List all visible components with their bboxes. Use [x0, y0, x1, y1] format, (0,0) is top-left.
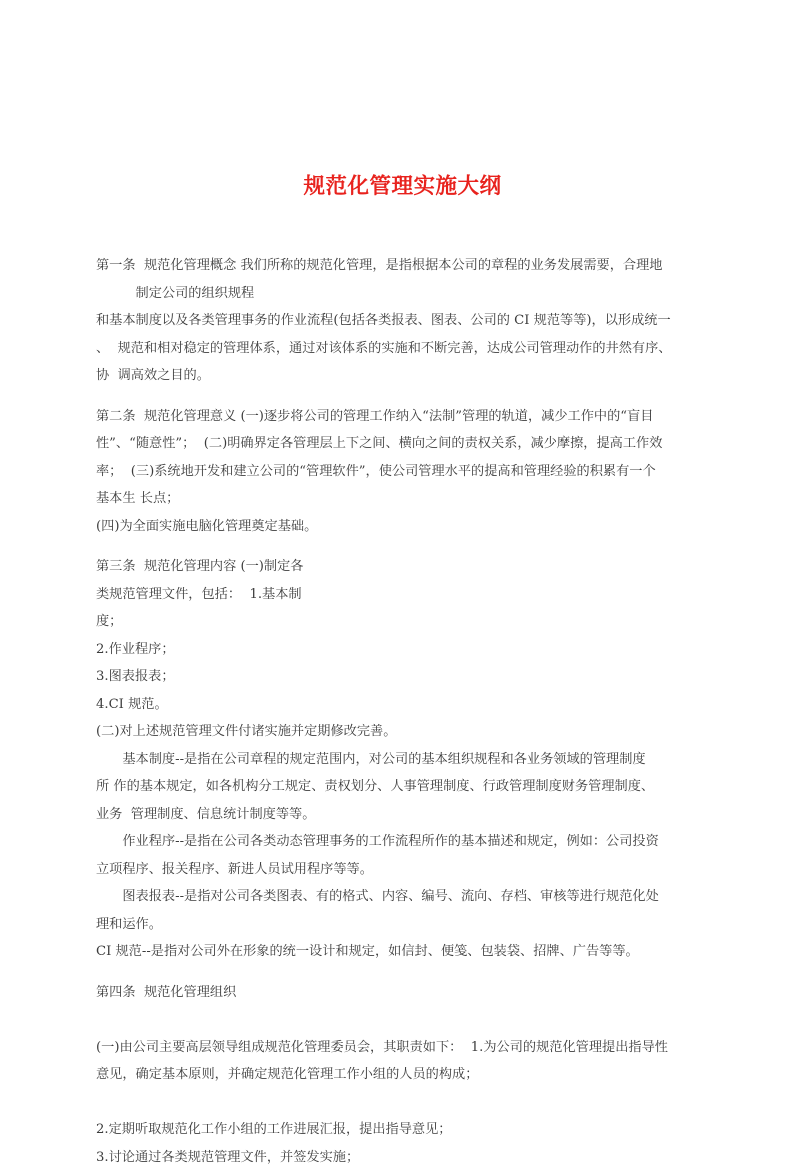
text-line: 第二条 规范化管理意义 (一)逐步将公司的管理工作纳入“法制”管理的轨道，减少工作中的“盲目	[96, 403, 716, 431]
text-line: 4.CI 规范。	[96, 691, 716, 719]
text-line: 第四条 规范化管理组织	[96, 979, 716, 1007]
text-line: 3.图表报表；	[96, 663, 716, 691]
text-line: 2.定期听取规范化工作小组的工作进展汇报，提出指导意见；	[96, 1116, 716, 1144]
text-line: 性”、“随意性”； (二)明确界定各管理层上下之间、横向之间的责权关系，减少摩擦，提高工作效	[96, 430, 716, 458]
text-line: 基本生 长点；	[96, 485, 716, 513]
paragraph-spacer	[96, 390, 716, 403]
text-line: (二)对上述规范管理文件付诸实施并定期修改完善。	[96, 718, 716, 746]
page-title: 规范化管理实施大纲	[96, 174, 709, 200]
text-line: 和基本制度以及各类管理事务的作业流程(包括各类报表、图表、公司的 CI 规范等等)，以形成统一	[96, 307, 716, 335]
text-line: 理和运作。	[96, 911, 716, 939]
document-body	[96, 252, 716, 1171]
text-line: 所 作的基本规定，如各机构分工规定、责权划分、人事管理制度、行政管理制度财务管理制度、	[96, 773, 716, 801]
text-line: 2.作业程序；	[96, 636, 716, 664]
text-line: 意见，确定基本原则，并确定规范化管理工作小组的人员的构成；	[96, 1061, 716, 1089]
text-line: CI 规范--是指对公司外在形象的统一设计和规定，如信封、便笺、包装袋、招牌、广告等等。	[96, 938, 716, 966]
paragraph-spacer	[96, 540, 716, 553]
text-line: (四)为全面实施电脑化管理奠定基础。	[96, 513, 716, 541]
paragraph-spacer	[96, 1089, 716, 1117]
paragraph-spacer	[96, 966, 716, 979]
text-line: 协 调高效之目的。	[96, 362, 716, 390]
text-line: 3.讨论通过各类规范管理文件，并签发实施；	[96, 1144, 716, 1171]
text-line: 率； (三)系统地开发和建立公司的“管理软件”，使公司管理水平的提高和管理经验的积累有一个	[96, 458, 716, 486]
paragraph-spacer	[96, 1006, 716, 1034]
text-line: (一)由公司主要高层领导组成规范化管理委员会，其职责如下： 1.为公司的规范化管理提出指导性	[96, 1034, 716, 1062]
text-line: 度；	[96, 608, 716, 636]
paragraph-article-3	[96, 553, 716, 746]
paragraph-article-1	[96, 252, 716, 390]
text-line: 类规范管理文件，包括： 1.基本制	[96, 581, 716, 609]
text-line: 第三条 规范化管理内容 (一)制定各	[96, 553, 716, 581]
text-line: 图表报表--是指对公司各类图表、有的格式、内容、编号、流向、存档、审核等进行规范化处	[96, 883, 716, 911]
paragraph-article-4-heading	[96, 979, 716, 1007]
paragraph-definitions	[96, 746, 716, 966]
text-line: 作业程序--是指在公司各类动态管理事务的工作流程所作的基本描述和规定，例如：公司投资	[96, 828, 716, 856]
paragraph-article-4-body	[96, 1034, 716, 1089]
paragraph-article-2	[96, 403, 716, 541]
text-line: 立项程序、报关程序、新进人员试用程序等等。	[96, 856, 716, 884]
text-line: 、 规范和相对稳定的管理体系，通过对该体系的实施和不断完善，达成公司管理动作的井然有序、	[96, 335, 716, 363]
text-line: 制定公司的组织规程	[96, 280, 716, 308]
paragraph-article-4-items	[96, 1116, 716, 1171]
text-line: 基本制度--是指在公司章程的规定范围内，对公司的基本组织规程和各业务领域的管理制度	[96, 746, 716, 774]
text-line: 第一条 规范化管理概念 我们所称的规范化管理，是指根据本公司的章程的业务发展需要，合理地	[96, 252, 716, 280]
text-line: 业务 管理制度、信息统计制度等等。	[96, 801, 716, 829]
